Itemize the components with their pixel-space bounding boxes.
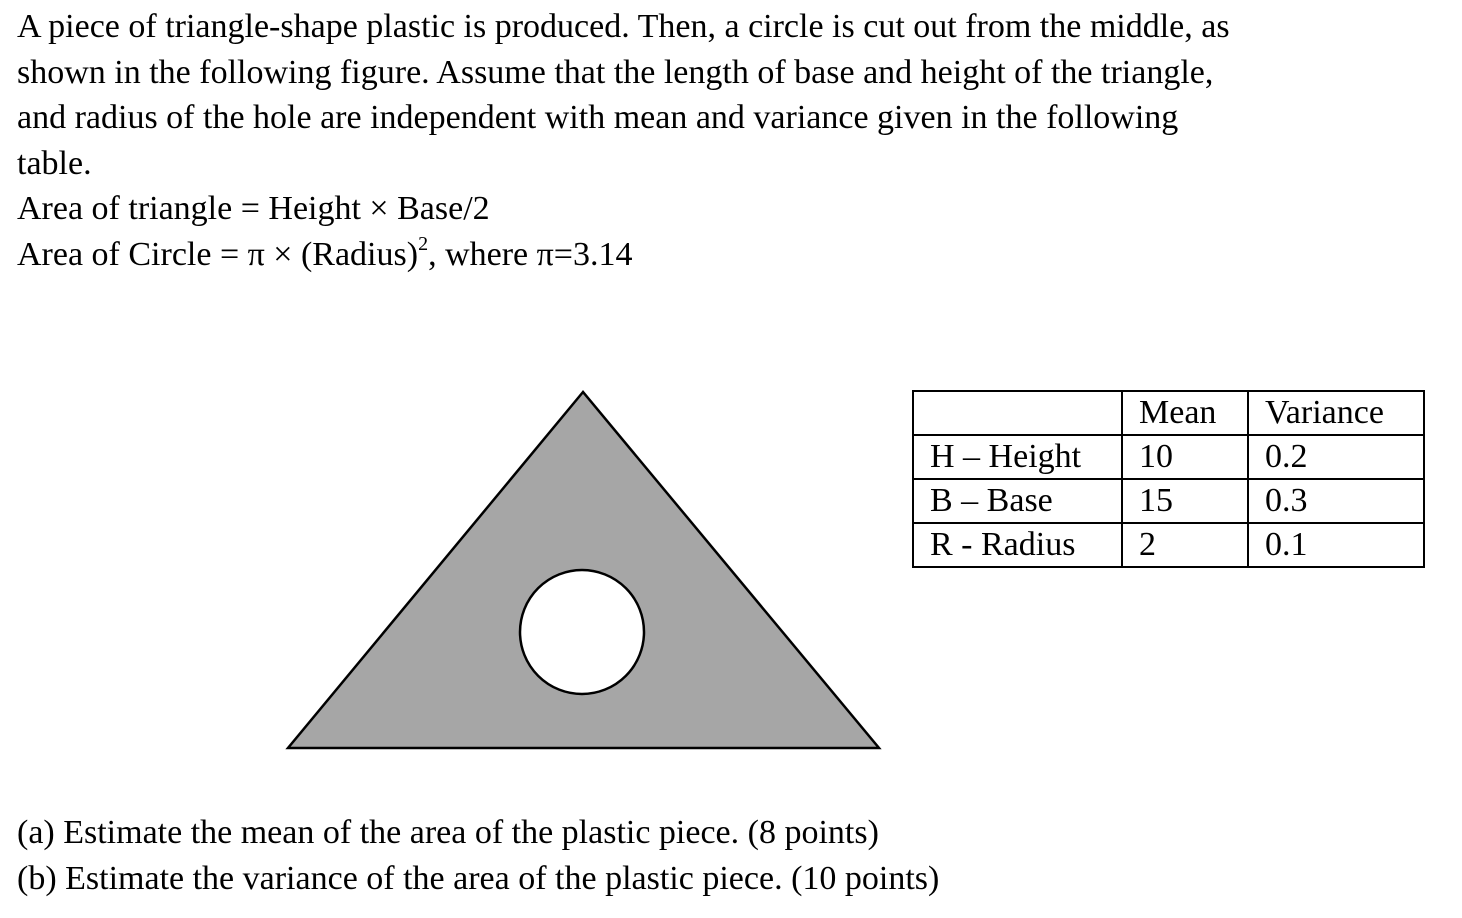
question-a: (a) Estimate the mean of the area of the plastic piece. (8 points) bbox=[17, 814, 879, 851]
table-row-radius bbox=[913, 523, 1424, 567]
radius-mean: 2 bbox=[1122, 523, 1248, 567]
row-label-radius: R - Radius bbox=[913, 523, 1122, 567]
triangle-figure bbox=[284, 388, 884, 752]
table-header-row bbox=[913, 391, 1424, 435]
circle-area-formula bbox=[17, 232, 1447, 278]
table-row-base bbox=[913, 479, 1424, 523]
base-variance: 0.3 bbox=[1248, 479, 1424, 523]
intro-line-1: A piece of triangle-shape plastic is produced. Then, a circle is cut out from the middle, as bbox=[17, 8, 1230, 45]
radius-variance: 0.1 bbox=[1248, 523, 1424, 567]
parameter-table bbox=[912, 390, 1425, 568]
intro-line-4: table. bbox=[17, 144, 92, 182]
intro-line-3: and radius of the hole are independent with mean and variance given in the following bbox=[17, 99, 1179, 136]
questions bbox=[17, 810, 939, 901]
row-label-height: H – Height bbox=[913, 435, 1122, 479]
height-variance: 0.2 bbox=[1248, 435, 1424, 479]
row-label-base: B – Base bbox=[913, 479, 1122, 523]
triangle-diagram bbox=[284, 388, 884, 752]
table-header-blank bbox=[913, 391, 1122, 435]
height-mean: 10 bbox=[1122, 435, 1248, 479]
table-header-mean: Mean bbox=[1122, 391, 1248, 435]
intro-line-2: shown in the following figure. Assume that the length of base and height of the triangle, bbox=[17, 53, 1214, 91]
circle-formula-prefix: Area of Circle = π × (Radius) bbox=[17, 235, 419, 273]
question-b: (b) Estimate the variance of the area of the plastic piece. (10 points) bbox=[17, 859, 940, 897]
problem-statement bbox=[17, 4, 1447, 277]
table-header-variance: Variance bbox=[1248, 391, 1424, 435]
triangle-area-formula: Area of triangle = Height × Base/2 bbox=[17, 190, 490, 227]
table-row-height bbox=[913, 435, 1424, 479]
base-mean: 15 bbox=[1122, 479, 1248, 523]
circle-formula-exponent: 2 bbox=[418, 233, 429, 256]
circle-formula-suffix: , where π=3.14 bbox=[428, 235, 633, 273]
circular-hole bbox=[520, 570, 644, 694]
